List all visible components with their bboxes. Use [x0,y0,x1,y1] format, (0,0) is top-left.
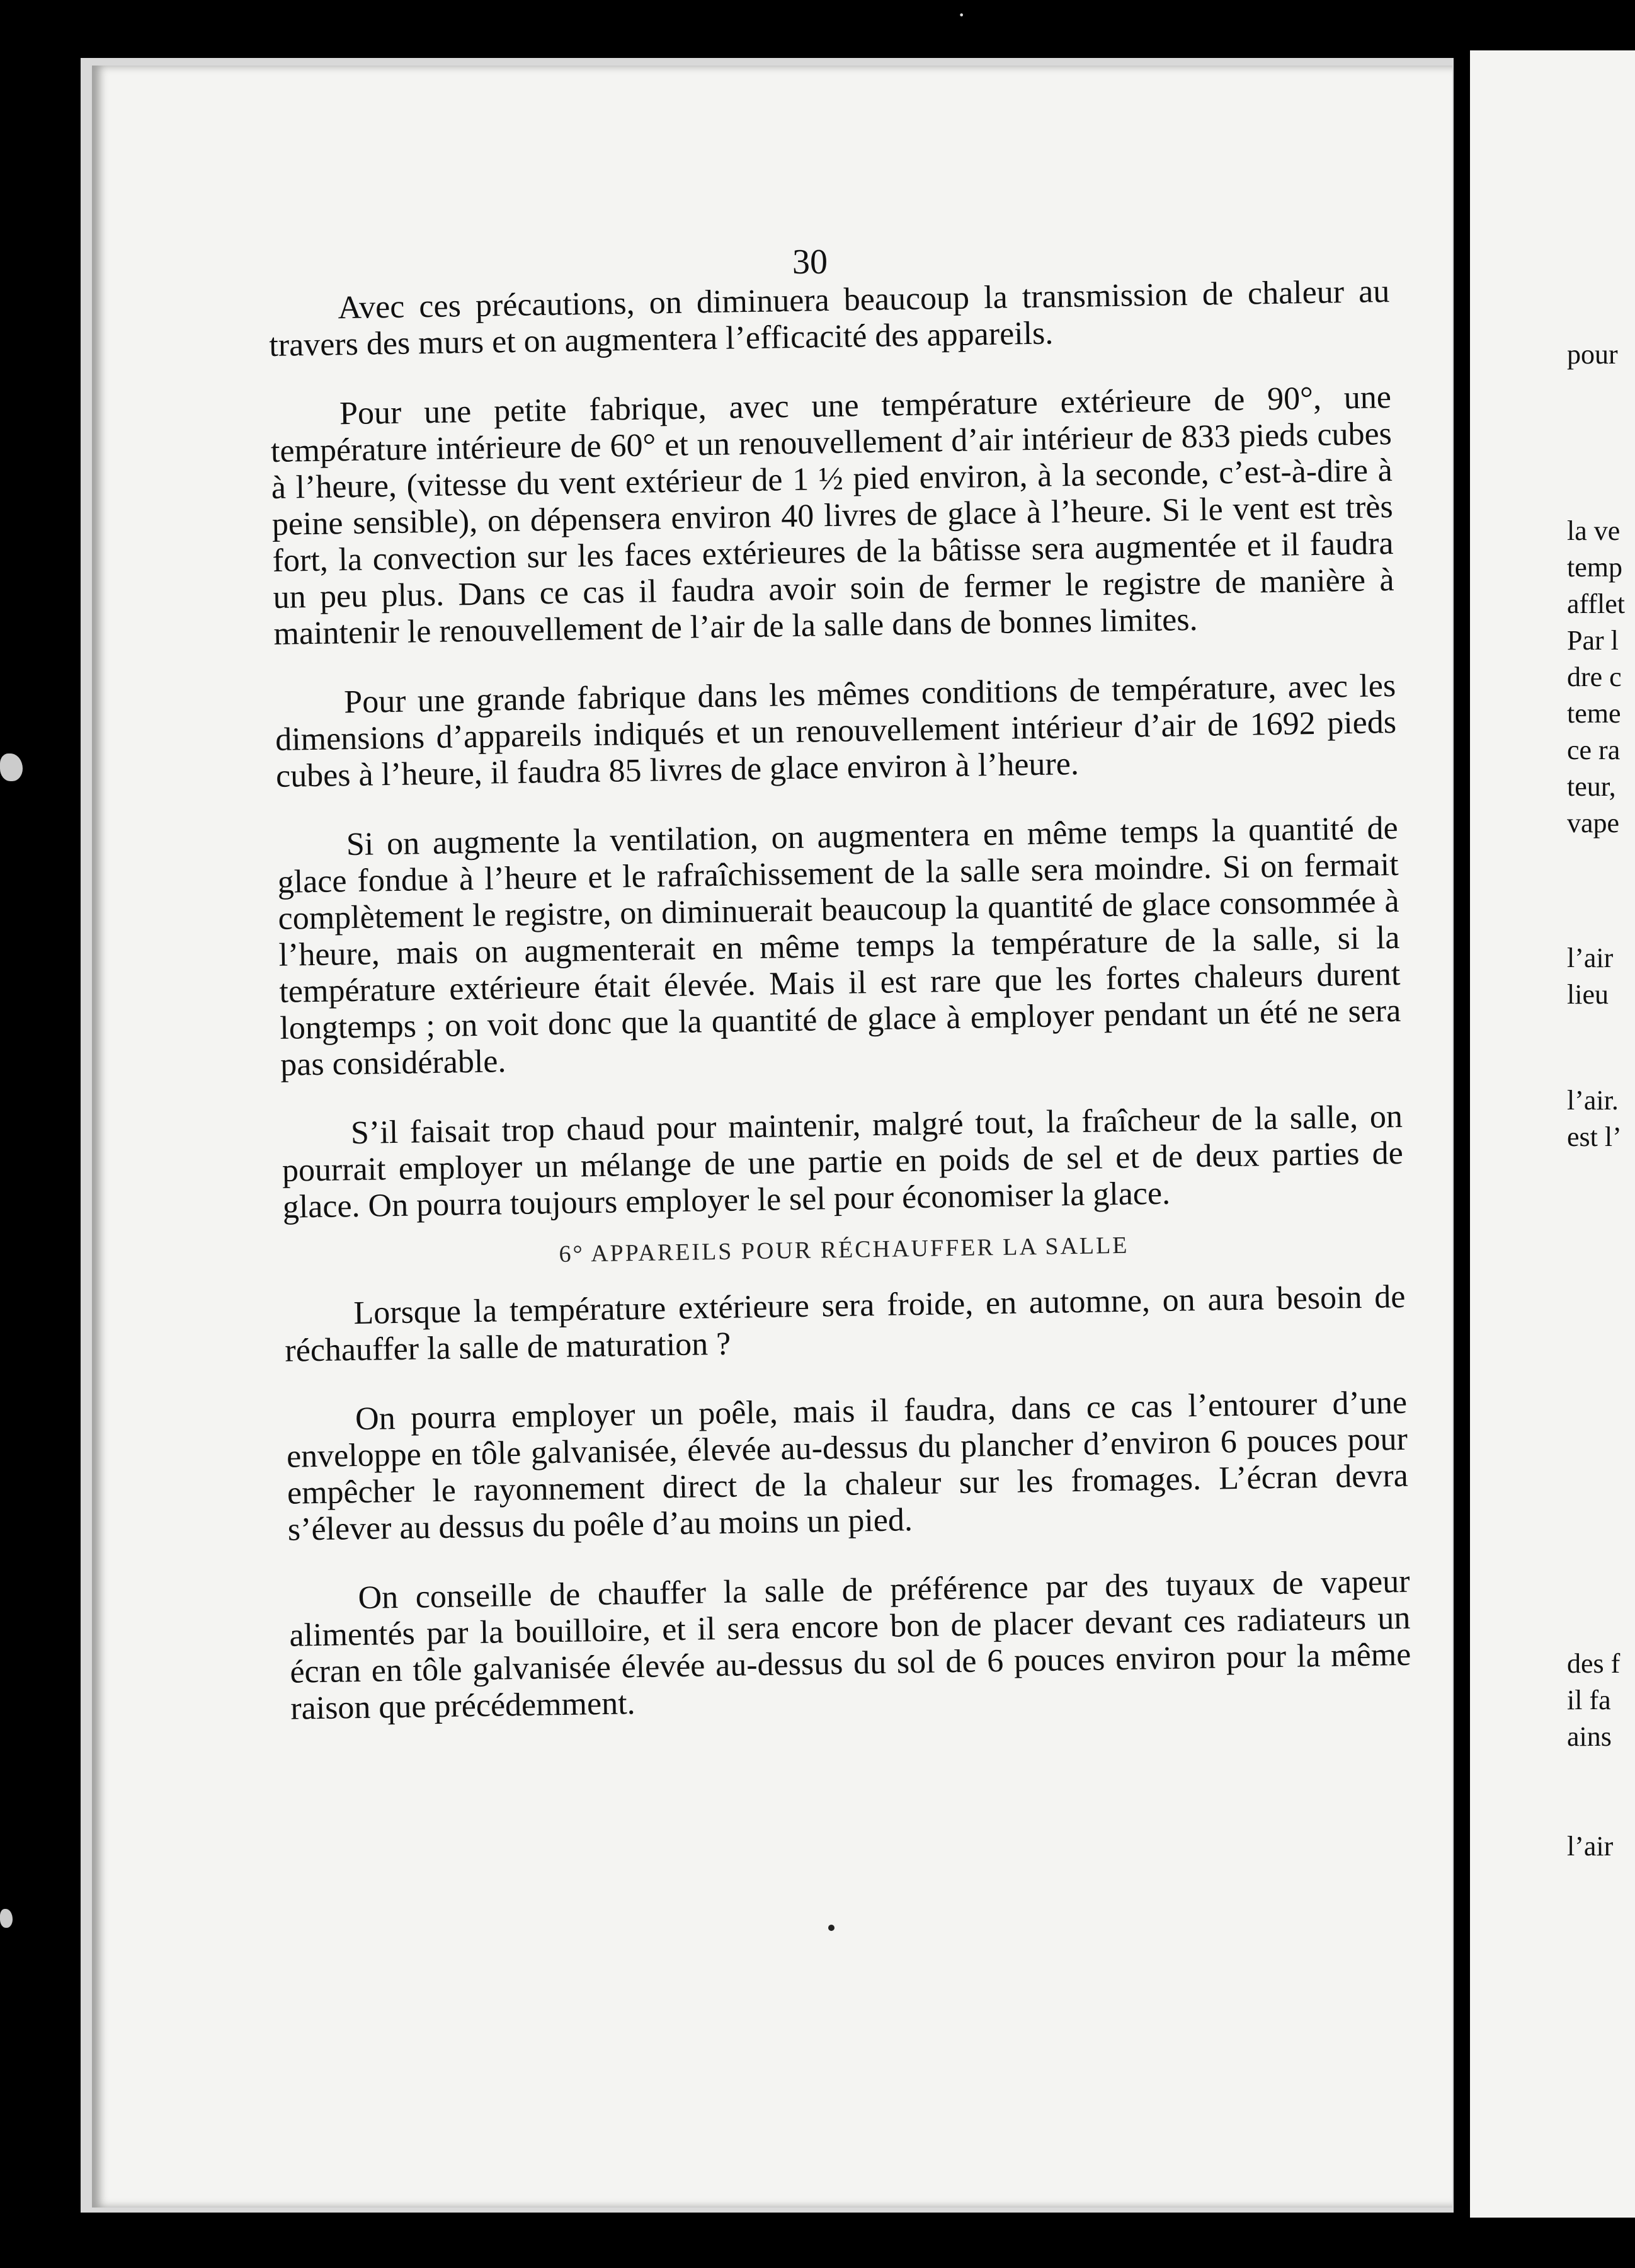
paragraph: On pourra employer un poêle, mais il faudra, dans ce cas l’entourer d’une enveloppe en tôle galvanisée, élevée au-dessus du plancher d’environ 6 pouces pour empêcher le rayonnement direct de la chaleur sur les fromages. L’écran devra s’élever au dessus du poêle d’au moins un pied. [286,1384,1409,1548]
adjacent-page-fragment: l’air [1567,1831,1614,1862]
paragraph: Lorsque la température extérieure sera froide, en automne, on aura besoin de réchauffer la salle de maturation ? [284,1278,1406,1369]
adjacent-page-fragment: afflet [1567,588,1626,619]
page-number: 30 [792,243,828,282]
adjacent-page-fragment: est l’ [1567,1121,1622,1152]
adjacent-page-fragment: dre c [1567,662,1622,692]
adjacent-page-fragment: Par l [1567,625,1619,656]
adjacent-page-fragment: teme [1567,698,1621,729]
adjacent-page-fragment: temp [1567,552,1622,583]
adjacent-page-fragment: la ve [1567,515,1621,546]
adjacent-page-fragment: ains [1567,1721,1612,1752]
adjacent-page-fragment: lieu [1567,979,1609,1010]
paragraph: On conseille de chauffer la salle de préférence par des tuyaux de vapeur alimentés par la bouilloire, et il sera encore bon de placer devant ces radiateurs un écran en tôle galvanisée élevée au-dessus du sol de 6 pouces environ pour la même raison que précédemment. [289,1563,1411,1727]
paragraph: Pour une grande fabrique dans les mêmes conditions de température, avec les dimensions d’appareils indiqués et un renouvellement intérieur d’air de 1692 pieds cubes à l’heure, il faudra 85 livres de glace environ à l’heure. [275,667,1397,794]
scan-edge-mark [0,753,23,781]
paragraph: S’il faisait trop chaud pour maintenir, malgré tout, la fraîcheur de la salle, on pourrait employer un mélange de une partie en poids de sel et de deux parties de glace. On pourra toujours employer le sel pour économiser la glace. [282,1098,1404,1225]
adjacent-page-fragment: ce ra [1567,735,1621,765]
scan-speck: · [957,1,966,29]
adjacent-page-fragment: l’air [1567,942,1614,973]
paragraph: Avec ces précautions, on diminuera beaucoup la transmission de chaleur au travers des murs et on augmentera l’efficacité des appareils. [268,273,1390,364]
adjacent-page-fragment: vape [1567,808,1620,839]
section-heading: 6° APPAREILS POUR RÉCHAUFFER LA SALLE [559,1232,1129,1268]
adjacent-page-fragment: il fa [1567,1685,1611,1715]
adjacent-page-fragment: l’air. [1567,1085,1619,1116]
bullet-mark [828,1925,835,1931]
paragraph: Pour une petite fabrique, avec une température extérieure de 90°, une température intérieure de 60° et un renouvellement d’air intérieur de 833 pieds cubes à l’heure, (vitesse du vent extérieur de 1 ½ pied environ, à la seconde, c’est-à-dire à peine sensible), on dépensera environ 40 livres de glace à l’heure. Si le vent est très fort, la convection sur les faces extérieures de la bâtisse sera augmentée et il faudra un peu plus. Dans ce cas il faudra avoir soin de fermer le registre de manière à maintenir le renouvellement de l’air de la salle dans de bonnes limites. [270,379,1394,652]
paragraph: Si on augmente la ventilation, on augmentera en même temps la quantité de glace fondue à l’heure et le rafraîchissement de la salle sera moindre. Si on fermait complètement le registre, on diminuerait beaucoup la quantité de glace consommée à l’heure, mais on augmenterait en même temps la température de la salle, si la température extérieure était élevée. Mais il est rare que les fortes chaleurs durent longtemps ; on voit donc que la quantité de glace à employer pendant un été ne sera pas considérable. [277,810,1401,1083]
adjacent-page-fragment: teur, [1567,771,1616,802]
adjacent-page-fragment: pour [1567,339,1618,370]
scan-edge-mark [0,1909,13,1928]
body-text [268,273,1412,1760]
adjacent-page-fragment: des f [1567,1648,1621,1679]
